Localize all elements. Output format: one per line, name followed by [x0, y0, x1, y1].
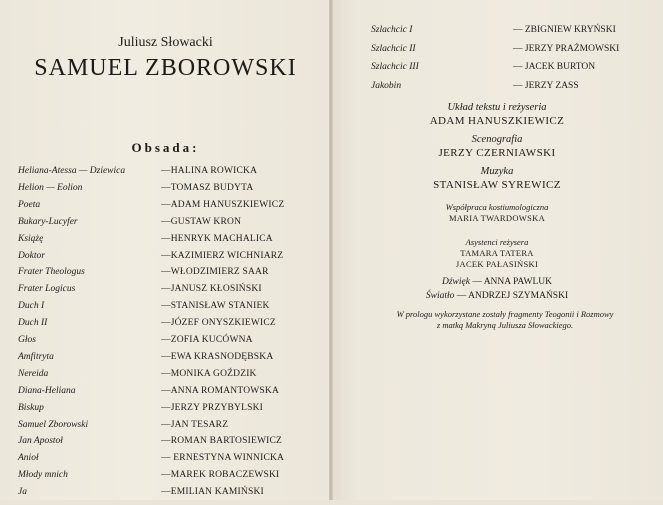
role-name: Doktor: [18, 250, 45, 261]
scenography-label: Scenografia: [471, 134, 523, 145]
direction-label: Układ tekstu i reżyseria: [447, 102, 547, 113]
role-name: Amfitryta: [18, 351, 54, 362]
role-name: Samuel Zborowski: [18, 419, 89, 430]
assistants-label: Asystenci reżysera: [465, 237, 529, 247]
cast-row: [0, 453, 331, 471]
cast-row: [0, 200, 331, 218]
assistants-credit: [331, 237, 663, 269]
music-name: STANISŁAW SYREWICZ: [433, 179, 561, 191]
costume-credit: [331, 202, 663, 223]
actor-name: —WŁODZIMIERZ SAAR: [161, 267, 269, 278]
role-name: Anioł: [18, 453, 39, 464]
role-name: Jan Apostoł: [18, 436, 63, 447]
sound-label: Dźwięk: [442, 277, 470, 287]
note-line: z matką Makryną Juliusza Słowackiego.: [436, 320, 574, 330]
cast-row: [331, 44, 663, 64]
cast-row: [0, 183, 331, 201]
actor-name: —JÓZEF ONYSZKIEWICZ: [161, 318, 276, 329]
light-credit: [331, 291, 663, 301]
actor-name: —HENRYK MACHALICA: [161, 233, 273, 244]
actor-name: — JACEK BURTON: [513, 62, 596, 72]
play-title: SAMUEL ZBOROWSKI: [34, 55, 297, 81]
role-name: Diana-Heliana: [18, 385, 76, 396]
music-credit: [331, 166, 663, 191]
role-name: Heliana-Atessa — Dziewica: [18, 166, 126, 176]
music-label: Muzyka: [480, 166, 514, 177]
actor-name: —KAZIMIERZ WICHNIARZ: [161, 250, 284, 261]
prologue-note: [360, 309, 650, 331]
role-name: Głos: [18, 335, 36, 345]
actor-name: —ROMAN BARTOSIEWICZ: [161, 436, 283, 447]
role-name: Frater Logicus: [18, 284, 76, 295]
assistant-name: TAMARA TATERA: [460, 248, 534, 258]
cast-row: [0, 284, 331, 302]
note-line: W prologu wykorzystane zostały fragmenty Teogonii i Rozmowy: [396, 309, 614, 319]
role-name: Duch II: [18, 318, 48, 329]
costume-label: Współpraca kostiumologiczna: [445, 202, 549, 212]
actor-name: —GUSTAW KRON: [161, 216, 242, 227]
cast-row: [0, 335, 331, 353]
actor-name: —MONIKA GOŹDZIK: [161, 368, 257, 379]
actor-name: — JERZY PRAŻMOWSKI: [513, 43, 620, 54]
cast-row: [0, 403, 331, 421]
scenography-credit: [331, 134, 663, 159]
role-name: Nereida: [18, 368, 49, 379]
actor-name: —ANNA ROMANTOWSKA: [161, 385, 280, 396]
assistant-name: JACEK PAŁASIŃSKI: [455, 259, 539, 269]
actor-name: —JANUSZ KŁOSIŃSKI: [161, 284, 262, 295]
author-name: Juliusz Słowacki: [118, 35, 213, 50]
cast-row: [0, 301, 331, 319]
actor-name: —ZOFIA KUCÓWNA: [161, 335, 253, 345]
cast-row: [0, 166, 331, 184]
actor-name: — ERNESTYNA WINNICKA: [161, 453, 285, 464]
actor-name: —MAREK ROBACZEWSKI: [161, 470, 280, 481]
role-name: Helion — Eolion: [18, 182, 83, 193]
cast-row: [0, 318, 331, 336]
cast-row: [331, 81, 663, 101]
role-name: Szlachcic II: [371, 43, 416, 54]
actor-name: — ZBIGNIEW KRYŃSKI: [513, 25, 616, 35]
light-label: Światło: [425, 291, 455, 301]
cast-row: [0, 217, 331, 235]
role-name: Duch I: [18, 301, 45, 312]
cast-row: [0, 470, 331, 488]
cast-row: [0, 386, 331, 404]
role-name: Poeta: [18, 199, 41, 210]
cast-row: [0, 352, 331, 370]
role-name: Bukary-Lucyfer: [18, 216, 78, 227]
actor-name: —STANISŁAW STANIEK: [161, 301, 270, 312]
cast-row: [0, 420, 331, 438]
cast-row: [0, 267, 331, 285]
cast-row: [0, 251, 331, 269]
cast-row: [331, 62, 663, 82]
actor-name: —JERZY PRZYBYLSKI: [161, 402, 264, 413]
direction-name: ADAM HANUSZKIEWICZ: [429, 115, 565, 127]
actor-name: —HALINA ROWICKA: [161, 166, 258, 176]
direction-credit: [331, 102, 663, 127]
actor-name: —ADAM HANUSZKIEWICZ: [161, 199, 285, 210]
actor-name: —EWA KRASNODĘBSKA: [161, 351, 274, 362]
role-name: Jakobin: [371, 80, 402, 91]
sound-name: — ANNA PAWLUK: [472, 277, 552, 287]
role-name: Szlachcic I: [371, 25, 413, 35]
cast-row: [0, 436, 331, 454]
cast-row: [0, 234, 331, 252]
costume-name: MARIA TWARDOWSKA: [448, 213, 546, 223]
scenography-name: JERZY CZERNIAWSKI: [438, 147, 556, 159]
actor-name: —TOMASZ BUDYTA: [161, 182, 254, 193]
cast-heading: Obsada:: [131, 140, 200, 155]
actor-name: —JAN TESARZ: [161, 419, 229, 430]
actor-name: —EMILIAN KAMIŃSKI: [161, 487, 264, 498]
cast-row: [0, 487, 331, 505]
role-name: Młody mnich: [18, 470, 68, 481]
sound-credit: [331, 277, 663, 287]
role-name: Ja: [18, 487, 27, 498]
light-name: — ANDRZEJ SZYMAŃSKI: [456, 291, 569, 301]
role-name: Frater Theologus: [18, 267, 85, 278]
role-name: Książę: [18, 233, 44, 244]
cast-row: [0, 369, 331, 387]
role-name: Szlachcic III: [371, 62, 419, 72]
cast-row: [331, 25, 663, 45]
role-name: Biskup: [18, 402, 44, 413]
actor-name: — JERZY ZASS: [513, 80, 579, 91]
